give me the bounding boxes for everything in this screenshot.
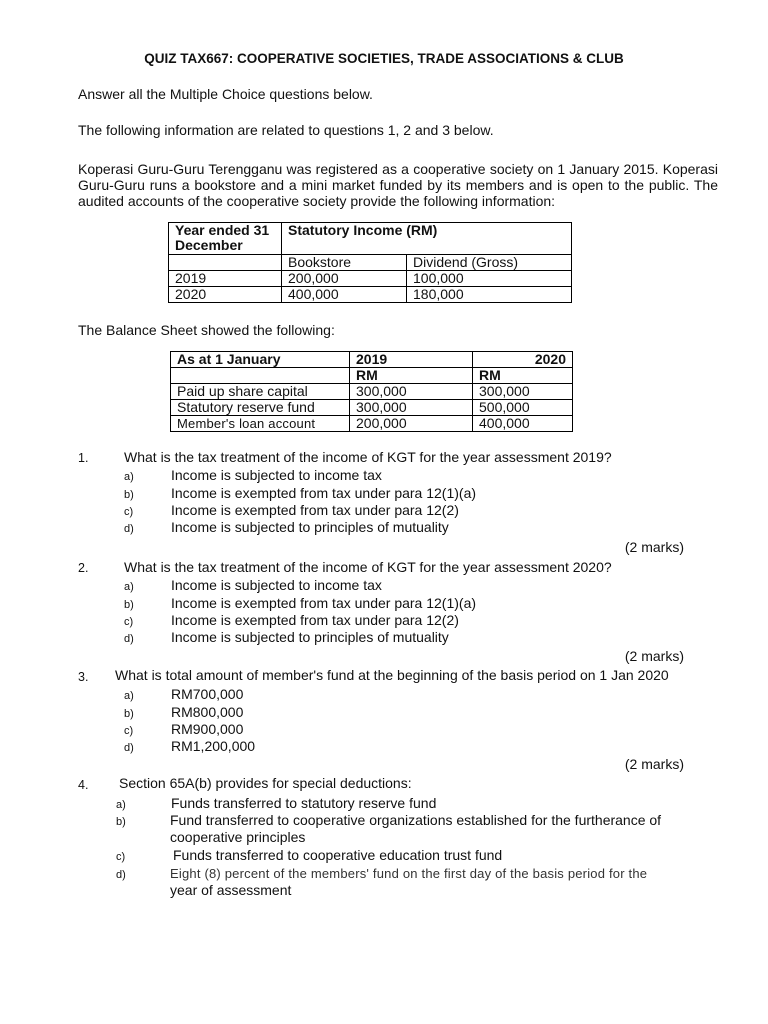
balance-row-2019: 300,000 — [350, 400, 473, 416]
option-text[interactable]: RM900,000 — [171, 721, 244, 737]
option-text[interactable]: RM700,000 — [171, 686, 244, 702]
option-text[interactable]: RM800,000 — [171, 704, 244, 720]
income-bookstore: 400,000 — [282, 287, 407, 303]
income-header-year: Year ended 31 December — [169, 223, 282, 255]
option-letter: b) — [124, 489, 134, 501]
balance-header-2019: 2019 — [350, 352, 473, 368]
question-1-text: What is the tax treatment of the income of KGT for the year assessment 2019? — [124, 449, 612, 465]
question-1-number: 1. — [78, 451, 89, 465]
balance-row-2019: 200,000 — [350, 416, 473, 432]
income-header-statutory: Statutory Income (RM) — [282, 223, 572, 255]
balance-table — [170, 351, 573, 432]
option-text[interactable]: Eight (8) percent of the members' fund on the first day of the basis period for the — [170, 866, 648, 881]
balance-row-2020: 400,000 — [473, 416, 573, 432]
income-subheader-bookstore: Bookstore — [282, 255, 407, 271]
income-table — [168, 222, 572, 303]
income-bookstore: 200,000 — [282, 271, 407, 287]
info-line: The following information are related to questions 1, 2 and 3 below. — [78, 122, 494, 138]
table-row — [171, 400, 573, 416]
balance-row-label: Member's loan account — [171, 416, 350, 432]
income-subheader-dividend: Dividend (Gross) — [407, 255, 572, 271]
option-letter: b) — [124, 599, 134, 611]
question-2-text: What is the tax treatment of the income of KGT for the year assessment 2020? — [124, 559, 612, 575]
option-text[interactable]: Funds transferred to cooperative education trust fund — [173, 847, 503, 863]
case-text: Koperasi Guru-Guru Terengganu was registered as a cooperative society on 1 January 2015. Koperasi Guru-Guru runs a bookstore and a mini market funded by its members and is open to the public. The audited accounts of the cooperative society provide the following information: — [78, 161, 718, 209]
option-text[interactable]: Income is exempted from tax under para 12(2) — [171, 612, 459, 628]
option-text[interactable]: Income is exempted from tax under para 12(1)(a) — [171, 485, 477, 501]
instruction-text: Answer all the Multiple Choice questions below. — [78, 86, 373, 102]
option-text-continued: year of assessment — [170, 882, 292, 898]
question-3-number: 3. — [78, 670, 89, 684]
balance-unit-2019: RM — [350, 368, 473, 384]
table-row — [171, 384, 573, 400]
option-letter: b) — [124, 708, 134, 720]
option-letter: a) — [124, 471, 134, 483]
balance-unit-2020: RM — [473, 368, 573, 384]
balance-header-label: As at 1 January — [171, 352, 350, 368]
option-letter: a) — [116, 799, 126, 811]
option-letter: c) — [124, 725, 134, 737]
option-text[interactable]: Income is subjected to income tax — [171, 577, 382, 593]
option-letter: d) — [124, 742, 134, 754]
balance-unit-blank — [171, 368, 350, 384]
option-text[interactable]: Fund transferred to cooperative organizations established for the furtherance of — [170, 812, 662, 828]
table-row — [169, 271, 572, 287]
option-text[interactable]: Income is exempted from tax under para 12(2) — [171, 502, 459, 518]
option-letter: c) — [124, 616, 134, 628]
question-2-number: 2. — [78, 561, 89, 575]
balance-row-2020: 500,000 — [473, 400, 573, 416]
option-text-continued: cooperative principles — [170, 829, 306, 845]
option-text[interactable]: Income is subjected to principles of mutuality — [171, 629, 449, 645]
income-year: 2020 — [169, 287, 282, 303]
option-letter: d) — [124, 633, 134, 645]
income-subheader-blank — [169, 255, 282, 271]
option-text[interactable]: Income is subjected to income tax — [171, 467, 382, 483]
option-letter: a) — [124, 690, 134, 702]
question-3-marks: (2 marks) — [624, 756, 684, 772]
option-text[interactable]: Funds transferred to statutory reserve fund — [171, 795, 437, 811]
balance-intro: The Balance Sheet showed the following: — [78, 322, 335, 338]
question-3-text: What is total amount of member's fund at the beginning of the basis period on 1 Jan 2020 — [115, 667, 669, 683]
balance-header-2020: 2020 — [473, 352, 573, 368]
option-text[interactable]: Income is exempted from tax under para 12(1)(a) — [171, 595, 477, 611]
option-text[interactable]: Income is subjected to principles of mutuality — [171, 519, 449, 535]
page-title: QUIZ TAX667: COOPERATIVE SOCIETIES, TRADE ASSOCIATIONS & CLUB — [144, 51, 624, 66]
question-4-text: Section 65A(b) provides for special deductions: — [119, 775, 412, 791]
income-dividend: 100,000 — [407, 271, 572, 287]
option-text[interactable]: RM1,200,000 — [171, 738, 256, 754]
balance-row-2019: 300,000 — [350, 384, 473, 400]
option-letter: d) — [124, 523, 134, 535]
option-letter: a) — [124, 581, 134, 593]
table-row — [169, 287, 572, 303]
income-dividend: 180,000 — [407, 287, 572, 303]
table-row — [171, 416, 573, 432]
question-2-marks: (2 marks) — [624, 648, 684, 664]
question-4-number: 4. — [78, 778, 89, 792]
option-letter: d) — [116, 869, 126, 881]
option-letter: c) — [124, 506, 134, 518]
balance-row-label: Paid up share capital — [171, 384, 350, 400]
balance-row-2020: 300,000 — [473, 384, 573, 400]
income-year: 2019 — [169, 271, 282, 287]
option-letter: b) — [116, 816, 126, 828]
question-1-marks: (2 marks) — [624, 539, 684, 555]
option-letter: c) — [116, 851, 126, 863]
balance-row-label: Statutory reserve fund — [171, 400, 350, 416]
